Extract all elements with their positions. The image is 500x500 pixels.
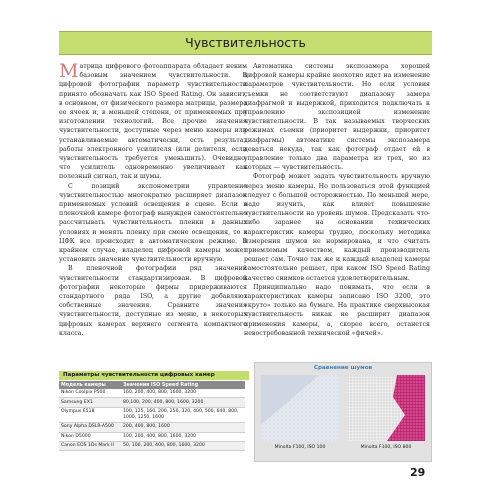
paragraph: С позиций экспонометрии управление чувствительностью многократно расширяет диапазон применяемых условий освещения в сцене. Если в пленочной камере фотограф вынужден самостоятельно рассчитывать чувствительность пленки в данных условиях и менять пленку при смене освещения, то в ЦФК все происходит в автоматическом режиме. В крайнем случае, владелец цифровой камеры может установить значение чувствительности вручную. [59, 182, 247, 264]
image-caption: Minolta F100, ISO 800 [360, 445, 412, 450]
page-title: Чувствительность [185, 35, 306, 50]
table-cell: 160, 200, 400, 800, 1600, 3200 [121, 389, 245, 398]
image-caption: Minolta F100, ISO 100 [274, 445, 326, 450]
table-row [59, 389, 245, 398]
noise-sample-image [347, 375, 425, 441]
table-header: Значения ISO Speed Rating [121, 381, 245, 389]
table-row [59, 407, 245, 422]
table-cell: 100, 125, 160, 200, 250, 320, 400, 500, 640, 800, 1000, 1250, 1600 [121, 407, 245, 422]
table-cell: Olympus E518 [59, 407, 121, 422]
table-cell: Sony Alpha DSLR-A500 [59, 423, 121, 432]
table-cell: 50, 100, 200, 400, 800, 1600, 3200 [121, 441, 245, 450]
table-cell: 80,100, 200, 400, 800, 1600, 3200 [121, 398, 245, 407]
iso-table [59, 381, 245, 451]
table-cell: Nikon Coolpix P500 [59, 389, 121, 398]
table-row [59, 423, 245, 432]
page-number: 29 [410, 466, 426, 479]
figure-title: Сравнение шумов [313, 365, 373, 371]
paragraph: Фотограф может задать чувствительность вручную через меню камеры. Но пользоваться этой функцией следует с большой осторожностью. По меньшей мере, надо изучить, как влияет повышение чувствительности на уровень шумов. Предсказать что-либо заранее на основании технических характеристик камеры трудно, поскольку методика измерения шумов не нормирована, и что считать приемлемым качеством, каждый производитель решает сам. Точно так же и каждый владелец камеры самостоятельно решает, при каком ISO Speed Rating качество снимков остается удовлетворительным. [244, 173, 430, 282]
table-cell: Nikon D5000 [59, 432, 121, 441]
noise-sample-image [261, 375, 339, 441]
table-cell: 200, 400, 800, 1600 [121, 423, 245, 432]
table-cell: 100, 200, 400, 800, 1600, 3200 [121, 432, 245, 441]
right-column [244, 62, 430, 338]
header-bar [59, 31, 432, 55]
paragraph-text: атрица цифрового фотоаппарата обладает неким базовым значением чувствительности. В цифровой фотографии параметр чувствительности принято обозначать как ISO Speed Rating. Он зависит, в основном, от физического размера матрицы, размера ее ячеек и, в меньшей степени, от применяемых при изготовлении технологий. Все прочие значения чувствительности, доступные через меню камеры или устанавливаемые автоматически, есть результат работы электронного усилителя (или делителя, если чувствительность требуется уменьшить). Очевидно, что усилитель одновременно увеличивает как полезный сигнал, так и шумы. [59, 63, 247, 181]
dropcap: М [59, 60, 79, 82]
table-row [59, 432, 245, 441]
paragraph: В пленочной фотографии ряд значений чувствительности стандартизирован. В цифровой фотографии некоторые фирмы придерживаются стандартного ряда ISO, а другие добавляют собственные значения. Сравните значения чувствительности, доступные из меню, в некоторых цифровых камерах верхнего сегмента компактного класса. [59, 265, 247, 337]
noise-comparison-figure [254, 362, 432, 462]
left-column [59, 62, 247, 338]
paragraph [59, 62, 247, 182]
table-header: Модель камеры [59, 381, 121, 389]
table-cell: Samsung EX1 [59, 398, 121, 407]
table-cell: Canon EOS 1Ds Mark II [59, 441, 121, 450]
table-row [59, 398, 245, 407]
table-title: Параметры чувствительности цифровых камер [59, 371, 249, 380]
paragraph: Принципиально надо понимать, что если в характеристиках камеры записано ISO 3200, это «круто» только на бумаге. На практике сверхвысокая чувствительность никак не расширит диапазон применения камеры, а, скорее всего, останется невостребованной технической «фичей». [244, 283, 430, 337]
paragraph: Автоматика системы экспозамера хорошей цифровой камеры крайне неохотно идет на изменение параметров чувствительности. Но если условия съемки не соответствуют диапазону замера диафрагмой и выдержкой, приходится подключать к управлению экспозицией изменение чувствительности. В так называемых творческих режимах съемки (приоритет выдержки, приоритет диафрагмы) автоматике системы экспозамера деваться некуда, так как фотограф отдает ей в управление только два параметра из трех, но из которых — чувствительность. [244, 63, 430, 172]
table-row [59, 441, 245, 450]
